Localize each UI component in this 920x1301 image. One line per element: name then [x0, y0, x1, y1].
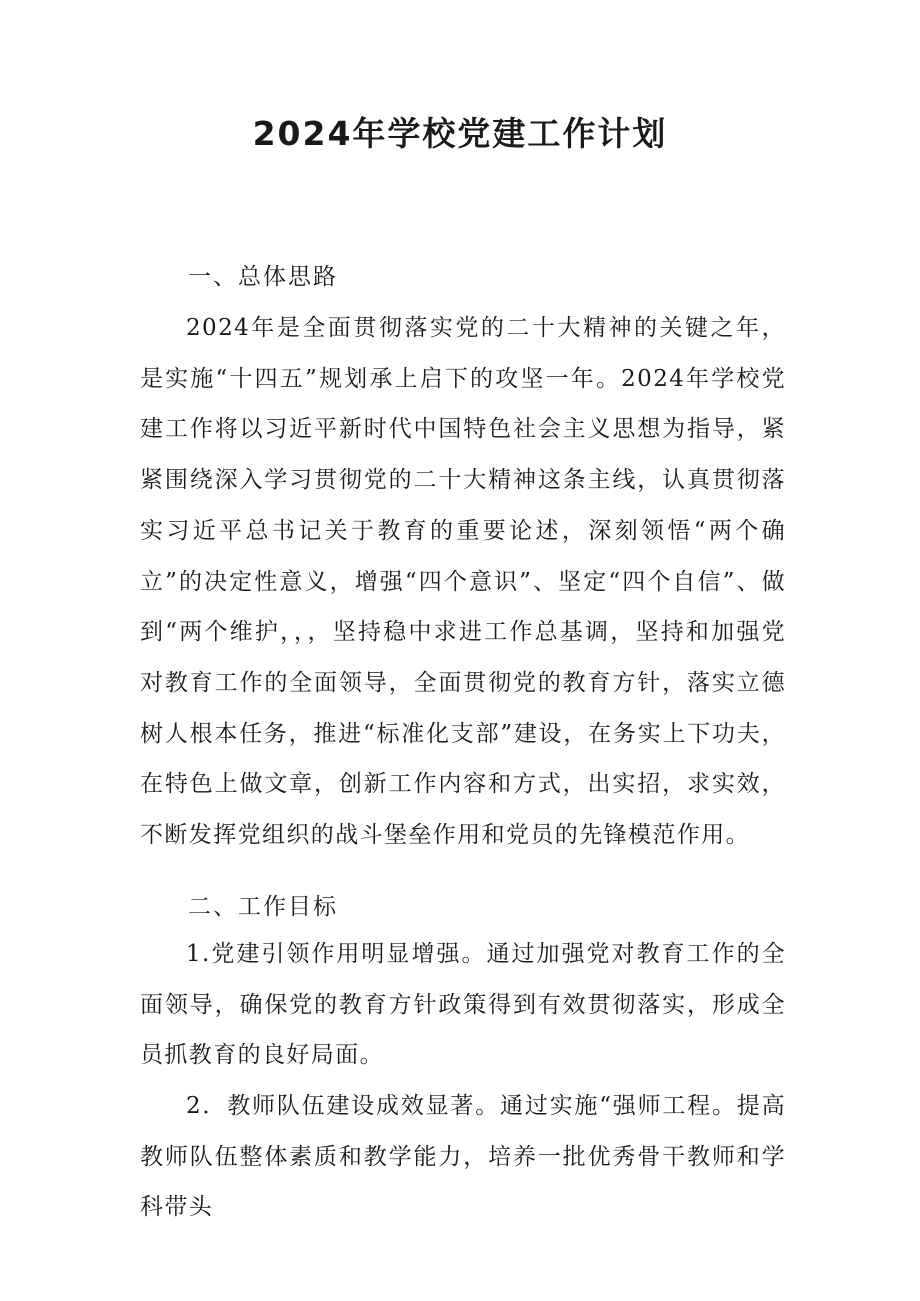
document-title: 2024年学校党建工作计划 [252, 114, 668, 153]
paragraph-goal-2: 2．教师队伍建设成效显著。通过实施“强师工程。提高教师队伍整体素质和教学能力，培养一批优秀骨干教师和学科带头 [140, 1093, 786, 1221]
paragraph-goal-1: 1.党建引领作用明显增强。通过加强党对教育工作的全面领导，确保党的教育方针政策得到有效贯彻落实，形成全员抓教育的良好局面。 [140, 941, 786, 1069]
section-heading-overall-approach: 一、总体思路 [188, 264, 338, 290]
paragraph-overall-approach: 2024年是全面贯彻落实党的二十大精神的关键之年，是实施“十四五”规划承上启下的攻坚一年。2024年学校党建工作将以习近平新时代中国特色社会主义思想为指导，紧紧围绕深入学习贯彻党的二十大精神这条主线，认真贯彻落实习近平总书记关于教育的重要论述，深刻领悟“两个确立”的决定性意义，增强“四个意识”、坚定“四个自信”、做到“两个维护，，，坚持稳中求进工作总基调，坚持和加强党对教育工作的全面领导，全面贯彻党的教育方针，落实立德树人根本任务，推进“标准化支部”建设，在务实上下功夫，在特色上做文章，创新工作内容和方式，出实招，求实效，不断发挥党组织的战斗堡垒作用和党员的先锋模范作用。 [140, 315, 786, 849]
section-heading-work-goals: 二、工作目标 [188, 894, 338, 920]
